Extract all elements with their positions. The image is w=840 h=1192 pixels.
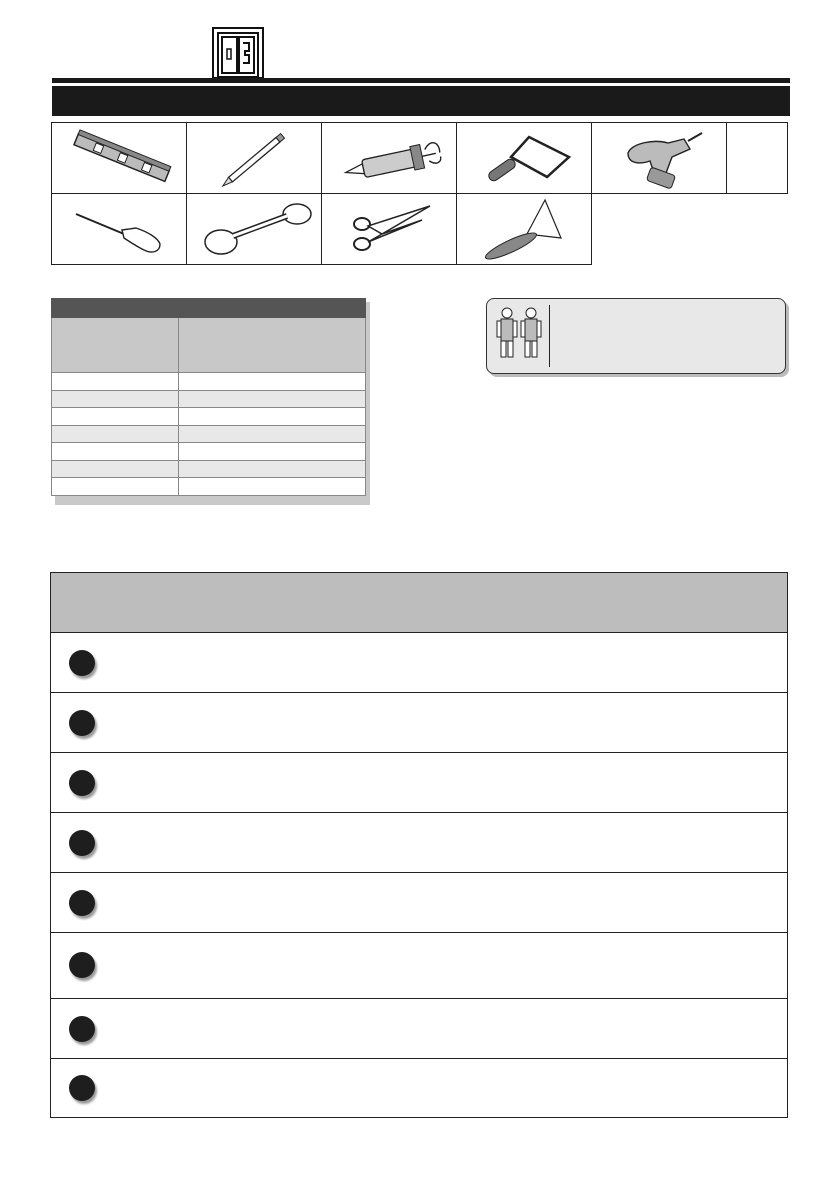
suction-lifter-icon bbox=[187, 194, 323, 266]
silicone-gun-icon bbox=[322, 123, 458, 195]
tool-cell-spirit-level bbox=[51, 122, 187, 194]
step-number-badge bbox=[69, 952, 95, 978]
step-number-badge bbox=[69, 830, 95, 856]
spec-table-title bbox=[51, 302, 57, 314]
table-cell bbox=[52, 461, 179, 478]
scraper-icon bbox=[457, 194, 593, 266]
table-row bbox=[51, 373, 366, 391]
step-row bbox=[51, 692, 787, 752]
steps-header bbox=[51, 573, 787, 632]
table-cell bbox=[179, 461, 365, 478]
table-row bbox=[51, 461, 366, 479]
spec-col-1-header bbox=[52, 318, 179, 372]
table-cell bbox=[179, 426, 365, 443]
spirit-level-icon bbox=[52, 123, 188, 195]
table-cell bbox=[52, 391, 179, 408]
screwdriver-icon bbox=[52, 194, 188, 266]
tool-cell-drill bbox=[591, 122, 727, 194]
step-row bbox=[51, 932, 787, 998]
step-number-badge bbox=[69, 770, 95, 796]
table-row bbox=[51, 391, 366, 409]
table-row bbox=[51, 408, 366, 426]
table-cell bbox=[52, 408, 179, 425]
step-number-badge bbox=[69, 710, 95, 736]
tool-cell-screwdriver bbox=[51, 193, 187, 265]
step-row bbox=[51, 812, 787, 872]
step-row bbox=[51, 632, 787, 692]
table-row bbox=[51, 426, 366, 444]
step-row bbox=[51, 872, 787, 932]
tool-cell-pencil bbox=[186, 122, 322, 194]
table-cell bbox=[52, 426, 179, 443]
step-number-badge bbox=[69, 890, 95, 916]
tool-cell-scissors bbox=[321, 193, 457, 265]
spec-table bbox=[51, 298, 366, 496]
table-cell bbox=[179, 478, 365, 495]
table-cell bbox=[52, 373, 179, 390]
double-door-logo-icon bbox=[212, 27, 264, 79]
step-number-badge bbox=[69, 1016, 95, 1042]
spec-col-2-header bbox=[179, 318, 365, 372]
step-row bbox=[51, 1058, 787, 1117]
table-cell bbox=[52, 478, 179, 495]
table-cell bbox=[179, 443, 365, 460]
drill-icon bbox=[592, 123, 728, 195]
header-rule bbox=[52, 78, 790, 83]
two-installers-icon bbox=[489, 299, 551, 373]
spec-table-subheader bbox=[51, 318, 366, 373]
step-number-badge bbox=[69, 650, 95, 676]
tool-cell-drill-bit bbox=[726, 122, 788, 194]
table-cell bbox=[179, 373, 365, 390]
step-row bbox=[51, 998, 787, 1058]
installer-box bbox=[486, 298, 786, 374]
pencil-icon bbox=[187, 123, 323, 195]
step-row bbox=[51, 752, 787, 812]
scissors-icon bbox=[322, 194, 458, 266]
tool-cell-hacksaw bbox=[456, 122, 592, 194]
table-row bbox=[51, 478, 366, 496]
hacksaw-icon bbox=[457, 123, 593, 195]
installer-divider bbox=[549, 305, 550, 367]
table-row bbox=[51, 443, 366, 461]
step-number-badge bbox=[69, 1075, 95, 1101]
table-cell bbox=[179, 408, 365, 425]
table-cell bbox=[179, 391, 365, 408]
page-title-bar bbox=[52, 86, 790, 116]
tool-cell-scraper bbox=[456, 193, 592, 265]
tool-cell-suction-lifter bbox=[186, 193, 322, 265]
page-title bbox=[52, 93, 62, 109]
spec-table-header bbox=[51, 298, 366, 318]
tool-cell-silicone-gun bbox=[321, 122, 457, 194]
table-cell bbox=[52, 443, 179, 460]
